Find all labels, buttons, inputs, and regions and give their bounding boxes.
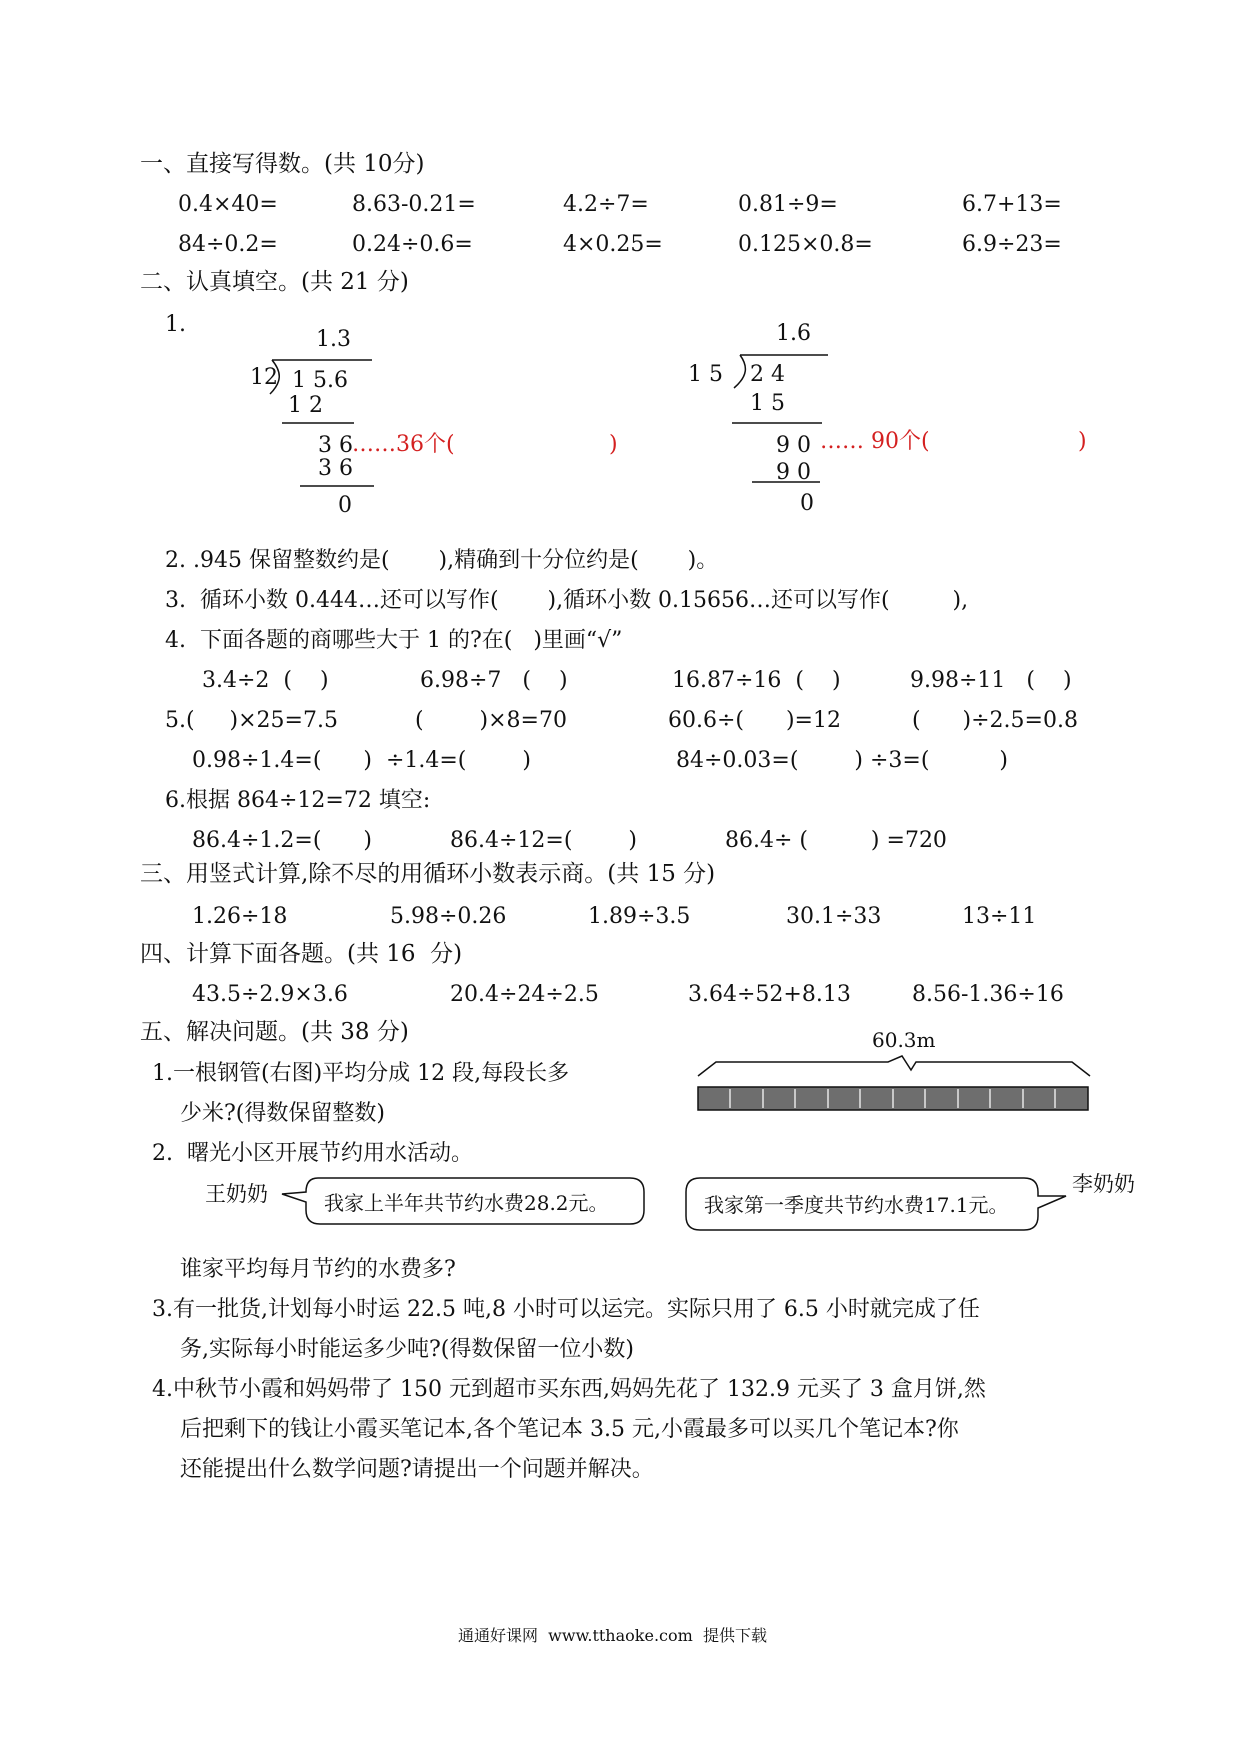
- s4-item: 20.4÷24÷2.5: [450, 982, 599, 1007]
- pipe-length-label: 60.3m: [872, 1028, 936, 1052]
- q1-number: 1.: [165, 312, 186, 337]
- s4-item: 43.5÷2.9×3.6: [192, 982, 348, 1007]
- speaker-right: 李奶奶: [1072, 1172, 1135, 1196]
- s1-item: 0.24÷0.6=: [352, 232, 473, 257]
- steel-pipe-diagram: [698, 1056, 1090, 1110]
- q6-item: 86.4÷1.2=( ): [192, 828, 372, 853]
- s1-item: 84÷0.2=: [178, 232, 278, 257]
- q2: 2. .945 保留整数约是( ),精确到十分位约是( )。: [165, 548, 719, 573]
- q5-item: 60.6÷( )=12: [668, 708, 841, 733]
- q6-item: 86.4÷ ( ) =720: [725, 828, 947, 853]
- bubble-left-text: 我家上半年共节约水费28.2元。: [324, 1191, 609, 1215]
- step: 9 0: [776, 433, 811, 458]
- p4-text: 4.中秋节小霞和妈妈带了 150 元到超市买东西,妈妈先花了 132.9 元买了 3 盒月饼,然: [152, 1377, 986, 1402]
- s3-item: 1.89÷3.5: [588, 904, 691, 929]
- s1-item: 0.81÷9=: [738, 192, 838, 217]
- p2-text: 2. 曙光小区开展节约用水活动。: [152, 1141, 473, 1166]
- s1-item: 8.63-0.21=: [352, 192, 476, 217]
- s3-item: 13÷11: [962, 904, 1037, 929]
- section3-title: 三、用竖式计算,除不尽的用循环小数表示商。(共 15 分): [140, 861, 716, 887]
- s1-item: 0.4×40=: [178, 192, 278, 217]
- section2-title: 二、认真填空。(共 21 分): [140, 269, 409, 295]
- q6: 6.根据 864÷12=72 填空:: [165, 788, 431, 813]
- divisor: 1 5: [688, 362, 723, 387]
- q4-item: 6.98÷7 ( ): [420, 668, 568, 693]
- bubble-right-text: 我家第一季度共节约水费17.1元。: [704, 1193, 1009, 1217]
- annotation: …… 90个(: [820, 429, 930, 454]
- dividend: 2 4: [750, 362, 785, 387]
- step: 3 6: [318, 433, 353, 458]
- p4-text: 还能提出什么数学问题?请提出一个问题并解决。: [180, 1457, 654, 1482]
- annotation-close: ): [1078, 429, 1087, 454]
- section5-title: 五、解决问题。(共 38 分): [140, 1019, 409, 1045]
- q4: 4. 下面各题的商哪些大于 1 的?在( )里画“√”: [165, 628, 623, 653]
- q5-item: 0.98÷1.4=( ) ÷1.4=( ): [192, 748, 531, 773]
- q5-item: ( )÷2.5=0.8: [912, 708, 1078, 733]
- speaker-left: 王奶奶: [205, 1182, 268, 1206]
- s1-item: 6.9÷23=: [962, 232, 1062, 257]
- division-bracket: [734, 355, 745, 388]
- p3-text: 务,实际每小时能运多少吨?(得数保留一位小数): [180, 1337, 634, 1362]
- annotation-close: ): [609, 432, 618, 457]
- q5-item: 84÷0.03=( ) ÷3=( ): [676, 748, 1008, 773]
- p3-text: 3.有一批货,计划每小时运 22.5 吨,8 小时可以运完。实际只用了 6.5 小时就完成了任: [152, 1297, 980, 1322]
- step: 3 6: [318, 456, 353, 481]
- measure-brace: [698, 1056, 1090, 1076]
- step: 1 2: [288, 393, 323, 418]
- division-bracket: [270, 360, 279, 394]
- s4-item: 3.64÷52+8.13: [688, 982, 851, 1007]
- q4-item: 16.87÷16 ( ): [672, 668, 841, 693]
- p4-text: 后把剩下的钱让小霞买笔记本,各个笔记本 3.5 元,小霞最多可以买几个笔记本?你: [180, 1417, 959, 1442]
- annotation: ……36个(: [352, 432, 455, 457]
- quotient: 1.3: [316, 327, 351, 352]
- step: 1 5: [750, 391, 785, 416]
- q3: 3. 循环小数 0.444…还可以写作( ),循环小数 0.15656…还可以写作( ),: [165, 588, 969, 613]
- s1-item: 4.2÷7=: [563, 192, 649, 217]
- q5-item: 5.( )×25=7.5: [165, 708, 338, 733]
- divisor: 12: [250, 365, 278, 390]
- p2-question: 谁家平均每月节约的水费多?: [180, 1257, 456, 1282]
- s3-item: 1.26÷18: [192, 904, 288, 929]
- q6-item: 86.4÷12=( ): [450, 828, 637, 853]
- p1-text: 1.一根钢管(右图)平均分成 12 段,每段长多: [152, 1061, 570, 1086]
- footer: 通通好课网 www.tthaoke.com 提供下载: [458, 1626, 767, 1645]
- p1-text: 少米?(得数保留整数): [180, 1101, 385, 1126]
- s3-item: 30.1÷33: [786, 904, 882, 929]
- dividend: 1 5.6: [292, 368, 348, 393]
- remainder: 0: [800, 491, 814, 516]
- section4-title: 四、计算下面各题。(共 16 分): [140, 941, 463, 967]
- s4-item: 8.56-1.36÷16: [912, 982, 1064, 1007]
- s1-item: 0.125×0.8=: [738, 232, 873, 257]
- q4-item: 9.98÷11 ( ): [910, 668, 1072, 693]
- section1-title: 一、直接写得数。(共 10分): [140, 151, 425, 177]
- remainder: 0: [338, 493, 352, 518]
- q5-item: ( )×8=70: [415, 708, 567, 733]
- step: 9 0: [776, 460, 811, 485]
- q4-item: 3.4÷2 ( ): [202, 668, 329, 693]
- quotient: 1.6: [776, 321, 811, 346]
- s3-item: 5.98÷0.26: [390, 904, 507, 929]
- s1-item: 6.7+13=: [962, 192, 1062, 217]
- s1-item: 4×0.25=: [563, 232, 663, 257]
